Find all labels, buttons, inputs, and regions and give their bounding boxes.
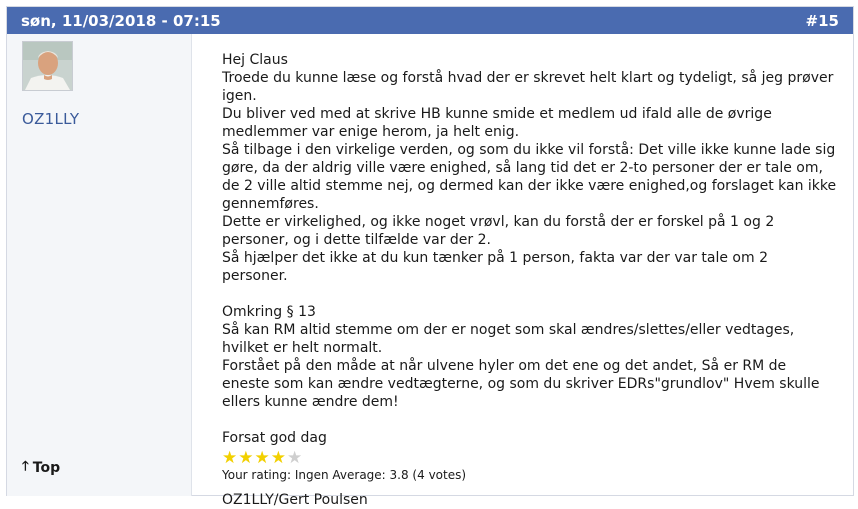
post-paragraph: Så tilbage i den virkelige verden, og som du ikke vil forstå: Det ville ikke kunne lade sig gøre, da der aldrig ville være enighed, så lang tid det er 2-to personer der er tale om, de 2 ville altid stemme nej, og dermed kan der ikke være enighed,og forslaget kan ikke gennemføres. xyxy=(222,142,837,212)
user-photo-icon xyxy=(23,42,72,90)
post-closing: Forsat god dag xyxy=(222,430,327,446)
forum-post xyxy=(6,6,854,508)
author-username[interactable]: OZ1LLY xyxy=(22,110,80,128)
post-header xyxy=(7,7,853,34)
post-paragraph: Så hjælper det ikke at du kun tænker på 1 person, fakta var der var tale om 2 personer. xyxy=(222,250,768,284)
star-rating-widget[interactable] xyxy=(222,449,837,467)
top-label: Top xyxy=(32,460,61,476)
author-sidebar xyxy=(7,34,192,496)
post-paragraph: Du bliver ved med at skrive HB kunne smide et medlem ud ifald alle de øvrige medlemmer var enige herom, ja helt enig. xyxy=(222,106,772,140)
star-filled-icon[interactable]: ★ xyxy=(254,447,270,468)
post-paragraph: Dette er virkelighed, og ikke noget vrøvl, kan du forstå der er forskel på 1 og 2 personer, og i dette tilfælde var der 2. xyxy=(222,214,775,248)
star-filled-icon[interactable]: ★ xyxy=(222,447,238,468)
star-empty-icon[interactable]: ★ xyxy=(287,447,303,468)
post-body xyxy=(222,51,837,509)
post-greeting: Hej Claus xyxy=(222,52,288,68)
rating-summary: Your rating: Ingen Average: 3.8 (4 votes) xyxy=(222,468,467,482)
post-permalink[interactable]: #15 xyxy=(805,11,839,30)
star-filled-icon[interactable]: ★ xyxy=(270,447,286,468)
avatar[interactable] xyxy=(22,41,73,91)
arrow-up-icon: 🡑 xyxy=(22,459,29,474)
back-to-top-link[interactable] xyxy=(22,457,60,479)
post-date: søn, 11/03/2018 - 07:15 xyxy=(21,11,221,30)
post-paragraph: Omkring § 13 xyxy=(222,304,316,320)
post-paragraph: Troede du kunne læse og forstå hvad der er skrevet helt klart og tydeligt, så jeg prøver igen. xyxy=(222,70,834,104)
star-filled-icon[interactable]: ★ xyxy=(238,447,254,468)
post-paragraph: Så kan RM altid stemme om der er noget som skal ændres/slettes/eller vedtages, hvilket er helt normalt. xyxy=(222,322,795,356)
post-paragraph: Forstået på den måde at når ulvene hyler om det ene og det andet, Så er RM de eneste som kan ændre vedtægterne, og som du skriver EDRs"grundlov" Hvem skulle ellers kunne ændre dem! xyxy=(222,358,820,410)
signature: OZ1LLY/Gert Poulsen xyxy=(222,492,368,508)
